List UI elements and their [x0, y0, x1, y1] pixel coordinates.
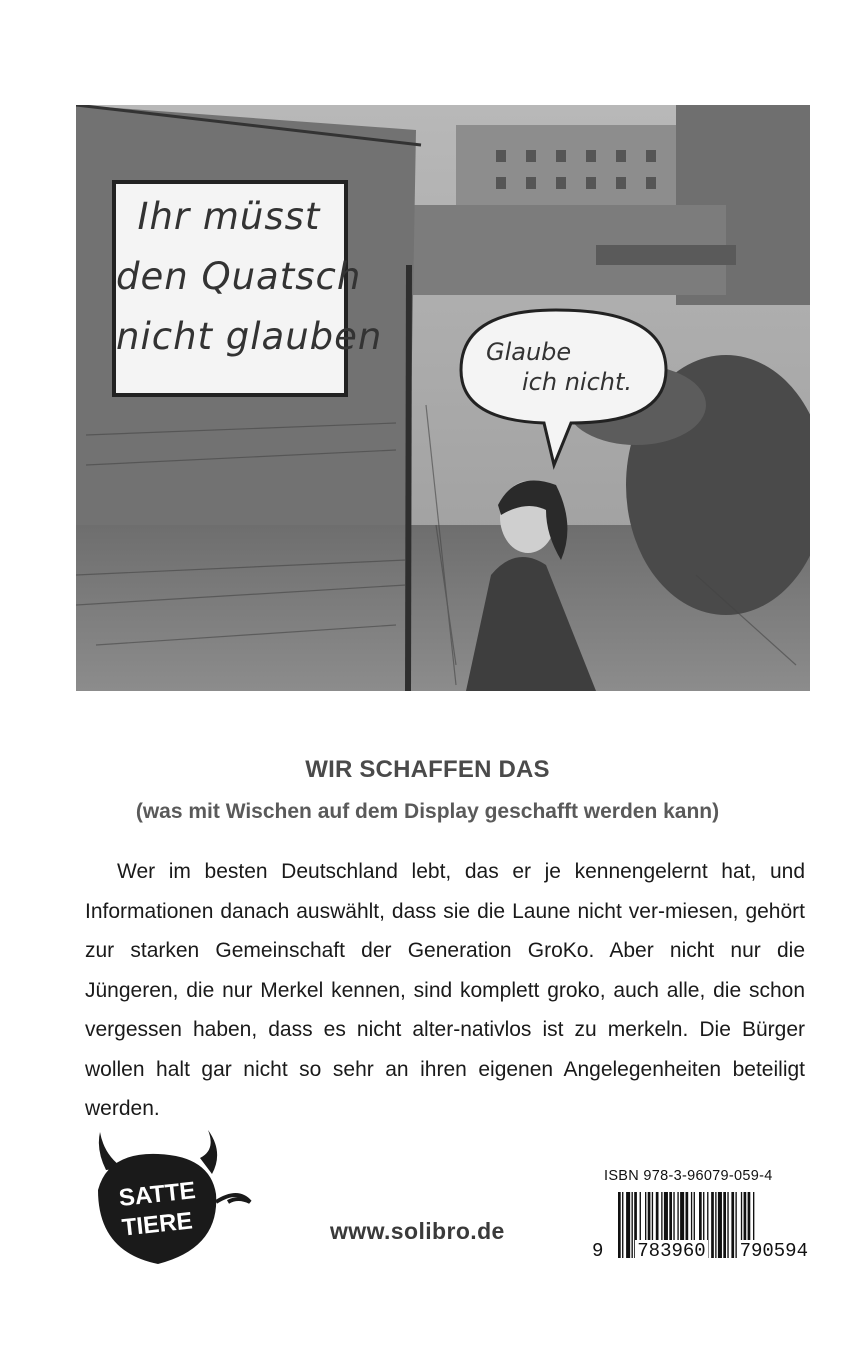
isbn-label: ISBN 978-3-96079-059-4 [604, 1168, 773, 1184]
bubble-line-2: ich nicht. [522, 368, 633, 396]
book-title: WIR SCHAFFEN DAS [305, 756, 550, 783]
bubble-line-1: Glaube [486, 338, 572, 366]
blurb-text: Wer im besten Deutschland lebt, das er je kennengelernt hat, und Informationen danach auswählt, dass sie die Laune nicht ver-miesen, gehört zur starken Gemeinschaft der Generation GroKo. Aber nicht nur die Jüngeren, die nur Merkel kennen, sind komplett groko, auch alle, die schon vergessen haben, dass es nicht alter-nativlos ist zu merkeln. Die Bürger wollen halt gar nicht so sehr an ihren eigenen Angelegenheiten beteiligt werden. [85, 860, 805, 1120]
barcode-digits [590, 1240, 810, 1262]
barcode-digits-group-1: 783960 [637, 1240, 706, 1262]
billboard-line-3: nicht glauben [116, 315, 383, 358]
billboard-line-2: den Quatsch [116, 255, 362, 298]
logo-text-line-2: TIERE [120, 1207, 194, 1242]
barcode-digits-group-2: 790594 [739, 1240, 808, 1262]
billboard-text [116, 187, 383, 387]
billboard-line-1: Ihr müsst [137, 195, 321, 238]
book-subtitle: (was mit Wischen auf dem Display geschafft werden kann) [135, 800, 720, 823]
barcode-digit-first: 9 [592, 1240, 604, 1262]
speech-bubble-text [476, 337, 656, 417]
cover-illustration [76, 105, 810, 691]
publisher-url: www.solibro.de [330, 1218, 505, 1244]
logo-text-line-1: SATTE [117, 1177, 197, 1212]
satte-tiere-logo [88, 1130, 258, 1270]
